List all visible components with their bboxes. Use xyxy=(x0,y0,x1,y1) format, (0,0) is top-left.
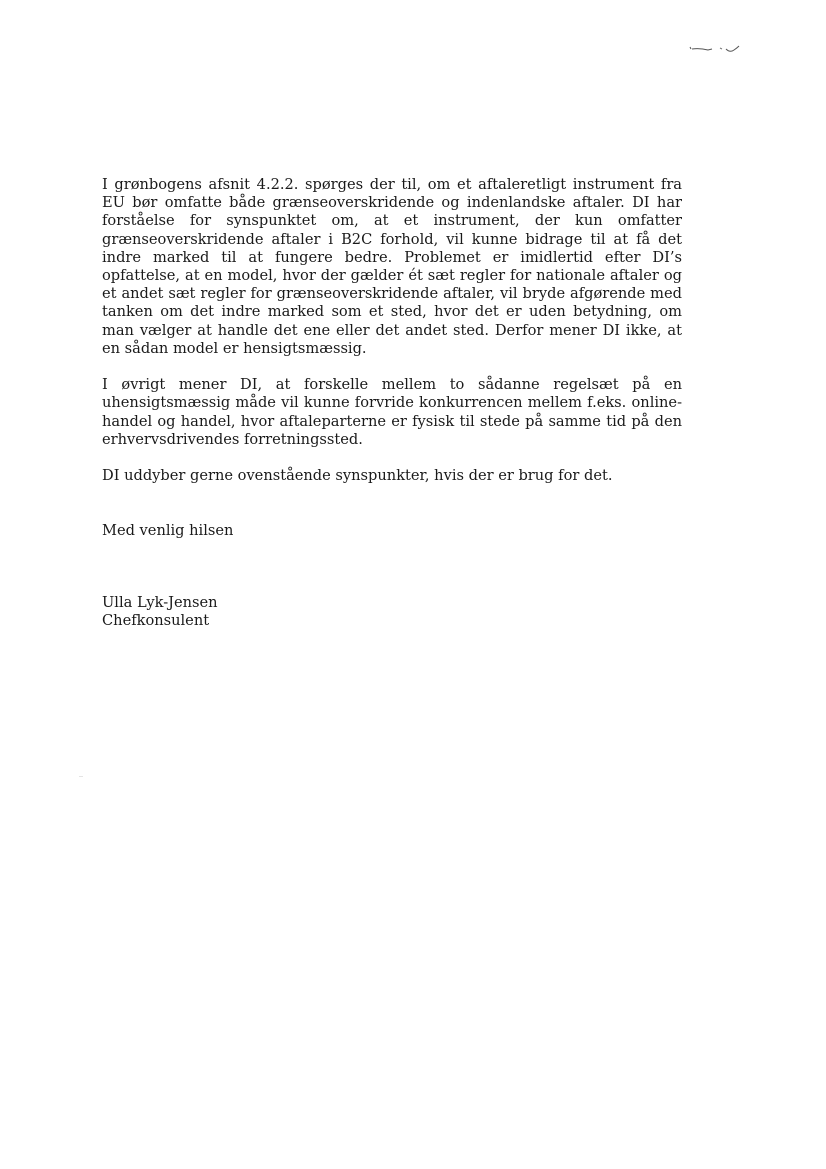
handwritten-mark-icon xyxy=(686,40,746,56)
signature-space xyxy=(102,540,682,594)
closing-salutation: Med venlig hilsen xyxy=(102,521,234,539)
paragraph-2: I øvrigt mener DI, at forskelle mellem to sådanne regelsæt på en uhensigtsmæssig måde vil kunne forvride konkurrencen mellem f.eks. online-handel og handel, hvor aftaleparterne er fysisk til stede på samme tid på den erhvervsdrivendes forretningssted. xyxy=(102,376,682,448)
paragraph-1: I grønbogens afsnit 4.2.2. spørges der til, om et aftaleretligt instrument fra EU bør omfatte både grænseoverskridende og indenlandske aftaler. DI har forståelse for synspunktet om, at et instrument, der kun omfatter grænseoverskridende aftaler i B2C forhold, vil kunne bidrage til at få det indre marked til at fungere bedre. Problemet er imidlertid efter DI’s opfattelse, at en model, hvor der gælder ét sæt regler for nationale aftaler og et andet sæt regler for grænseoverskridende aftaler, vil bryde afgørende med tanken om det indre marked som et sted, hvor det er uden betydning, om man vælger at handle det ene eller det andet sted. Derfor mener DI ikke, at en sådan model er hensigtsmæssig. xyxy=(102,176,682,357)
paragraph-3: DI uddyber gerne ovenstående synspunkter, hvis der er brug for det. xyxy=(102,467,613,485)
letter-body xyxy=(102,176,682,630)
spacer xyxy=(102,504,682,522)
scan-speck xyxy=(79,776,83,777)
signer-title: Chefkonsulent xyxy=(102,612,210,630)
signer-name: Ulla Lyk-Jensen xyxy=(102,594,218,611)
